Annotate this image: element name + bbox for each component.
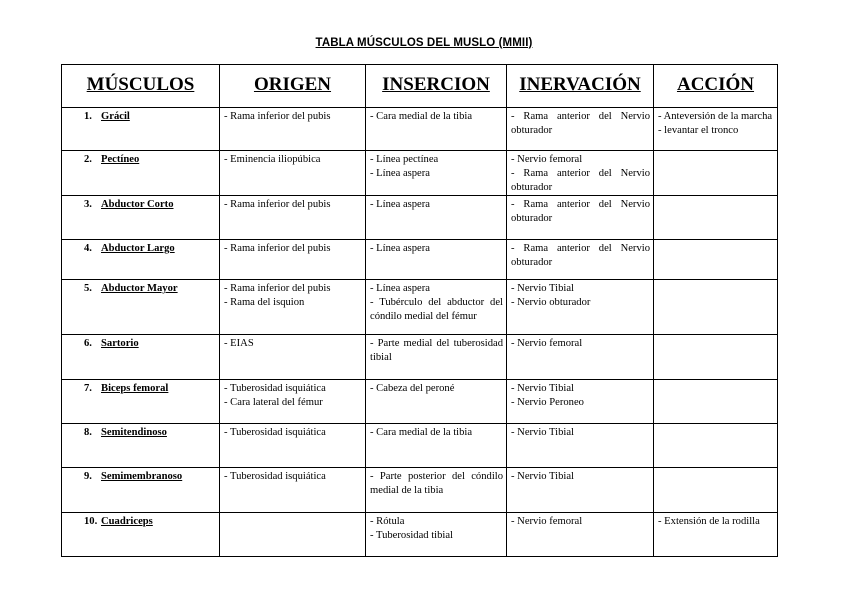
origen-cell	[220, 513, 366, 557]
insercion-cell	[366, 280, 507, 335]
cell-line: - Nervio femoral	[511, 338, 583, 349]
cell-line: - Parte medial del tuberosidad tibial	[370, 338, 503, 363]
muscle-name: Grácil	[101, 111, 130, 122]
cell-line: - Nervio Tibial	[511, 427, 574, 438]
muscle-cell	[62, 240, 220, 280]
muscle-name: Semimembranoso	[101, 471, 183, 482]
accion-cell	[654, 151, 778, 196]
insercion-cell	[366, 424, 507, 468]
accion-cell	[654, 380, 778, 424]
muscle-cell	[62, 513, 220, 557]
insercion-cell	[366, 335, 507, 380]
muscle-number: 10.	[84, 516, 98, 527]
muscle-name: Abductor Largo	[101, 243, 175, 254]
muscle-cell	[62, 335, 220, 380]
cell-line: - Línea aspera	[370, 199, 430, 210]
insercion-cell	[366, 108, 507, 151]
muscle-cell	[62, 280, 220, 335]
muscle-name: Abductor Corto	[101, 199, 174, 210]
muscle-cell	[62, 468, 220, 513]
header-accion: ACCIÓN	[654, 65, 778, 108]
muscle-cell	[62, 196, 220, 240]
document-title: TABLA MÚSCULOS DEL MUSLO (MMII)	[315, 37, 533, 49]
muscle-cell	[62, 108, 220, 151]
muscle-name: Cuadriceps	[101, 516, 153, 527]
muscle-number: 5.	[84, 283, 92, 294]
header-origen: ORIGEN	[220, 65, 366, 108]
table-row	[62, 108, 778, 151]
accion-cell	[654, 240, 778, 280]
table-row	[62, 151, 778, 196]
origen-cell	[220, 424, 366, 468]
cell-line: - levantar el tronco	[658, 125, 739, 136]
header-insercion: INSERCION	[366, 65, 507, 108]
cell-line: - Extensión de la rodilla	[658, 516, 760, 527]
cell-line: - Rama inferior del pubis	[224, 111, 331, 122]
muscle-cell	[62, 380, 220, 424]
cell-line: - Tuberosidad tibial	[370, 530, 453, 541]
muscle-name: Biceps femoral	[101, 383, 169, 394]
cell-line: - Rama inferior del pubis	[224, 243, 331, 254]
cell-line: - Cabeza del peroné	[370, 383, 455, 394]
insercion-cell	[366, 468, 507, 513]
origen-cell	[220, 468, 366, 513]
table-row	[62, 468, 778, 513]
table-row	[62, 240, 778, 280]
cell-line: - Línea pectínea	[370, 154, 439, 165]
muscle-cell	[62, 424, 220, 468]
cell-line: - Rama anterior del Nervio obturador	[511, 199, 650, 224]
cell-line: - Tubérculo del abductor del cóndilo medial del fémur	[370, 297, 503, 322]
accion-cell	[654, 468, 778, 513]
inervacion-cell	[507, 468, 654, 513]
muscle-table	[61, 64, 778, 557]
muscle-number: 7.	[84, 383, 92, 394]
cell-line: - Rama del isquion	[224, 297, 305, 308]
origen-cell	[220, 151, 366, 196]
cell-line: - Rama inferior del pubis	[224, 199, 331, 210]
muscle-number: 1.	[84, 111, 92, 122]
cell-line: - Eminencia iliopúbica	[224, 154, 321, 165]
muscle-name: Sartorio	[101, 338, 139, 349]
cell-line: - EIAS	[224, 338, 254, 349]
origen-cell	[220, 108, 366, 151]
accion-cell	[654, 108, 778, 151]
muscle-number: 8.	[84, 427, 92, 438]
cell-line: - Línea aspera	[370, 168, 430, 179]
inervacion-cell	[507, 335, 654, 380]
cell-line: - Nervio Tibial	[511, 383, 574, 394]
inervacion-cell	[507, 513, 654, 557]
muscle-number: 6.	[84, 338, 92, 349]
table-row	[62, 424, 778, 468]
header-row	[62, 65, 778, 108]
cell-line: - Nervio femoral	[511, 154, 583, 165]
cell-line: - Nervio Peroneo	[511, 397, 584, 408]
cell-line: - Tuberosidad isquiática	[224, 471, 326, 482]
inervacion-cell	[507, 380, 654, 424]
accion-cell	[654, 196, 778, 240]
inervacion-cell	[507, 151, 654, 196]
table-row	[62, 380, 778, 424]
muscle-cell	[62, 151, 220, 196]
cell-line: - Rama anterior del Nervio obturador	[511, 168, 650, 193]
muscle-name: Abductor Mayor	[101, 283, 178, 294]
table-row	[62, 335, 778, 380]
cell-line: - Tuberosidad isquiática	[224, 383, 326, 394]
muscle-name: Semitendinoso	[101, 427, 167, 438]
inervacion-cell	[507, 108, 654, 151]
accion-cell	[654, 424, 778, 468]
accion-cell	[654, 335, 778, 380]
origen-cell	[220, 240, 366, 280]
cell-line: - Cara medial de la tibia	[370, 111, 473, 122]
origen-cell	[220, 196, 366, 240]
table-row	[62, 280, 778, 335]
insercion-cell	[366, 240, 507, 280]
cell-line: - Rama anterior del Nervio obturador	[511, 111, 650, 136]
accion-cell	[654, 280, 778, 335]
table-row	[62, 196, 778, 240]
muscle-number: 4.	[84, 243, 92, 254]
insercion-cell	[366, 380, 507, 424]
cell-line: - Tuberosidad isquiática	[224, 427, 326, 438]
inervacion-cell	[507, 196, 654, 240]
cell-line: - Anteversión de la marcha	[658, 111, 773, 122]
insercion-cell	[366, 513, 507, 557]
origen-cell	[220, 335, 366, 380]
cell-line: - Nervio obturador	[511, 297, 591, 308]
cell-line: - Parte posterior del cóndilo medial de la tibia	[370, 471, 503, 496]
cell-line: - Línea aspera	[370, 283, 430, 294]
cell-line: - Cara medial de la tibia	[370, 427, 473, 438]
muscle-number: 3.	[84, 199, 92, 210]
muscle-number: 2.	[84, 154, 92, 165]
header-musculos: MÚSCULOS	[62, 65, 220, 108]
cell-line: - Rama inferior del pubis	[224, 283, 331, 294]
cell-line: - Nervio Tibial	[511, 283, 574, 294]
cell-line: - Rama anterior del Nervio obturador	[511, 243, 650, 268]
table-row	[62, 513, 778, 557]
origen-cell	[220, 380, 366, 424]
accion-cell	[654, 513, 778, 557]
insercion-cell	[366, 196, 507, 240]
origen-cell	[220, 280, 366, 335]
cell-line: - Nervio Tibial	[511, 471, 574, 482]
muscle-name: Pectíneo	[101, 154, 140, 165]
inervacion-cell	[507, 424, 654, 468]
table-body	[62, 108, 778, 557]
cell-line: - Línea aspera	[370, 243, 430, 254]
muscle-number: 9.	[84, 471, 92, 482]
insercion-cell	[366, 151, 507, 196]
inervacion-cell	[507, 240, 654, 280]
cell-line: - Nervio femoral	[511, 516, 583, 527]
header-inervacion: INERVACIÓN	[507, 65, 654, 108]
cell-line: - Rótula	[370, 516, 405, 527]
cell-line: - Cara lateral del fémur	[224, 397, 323, 408]
inervacion-cell	[507, 280, 654, 335]
